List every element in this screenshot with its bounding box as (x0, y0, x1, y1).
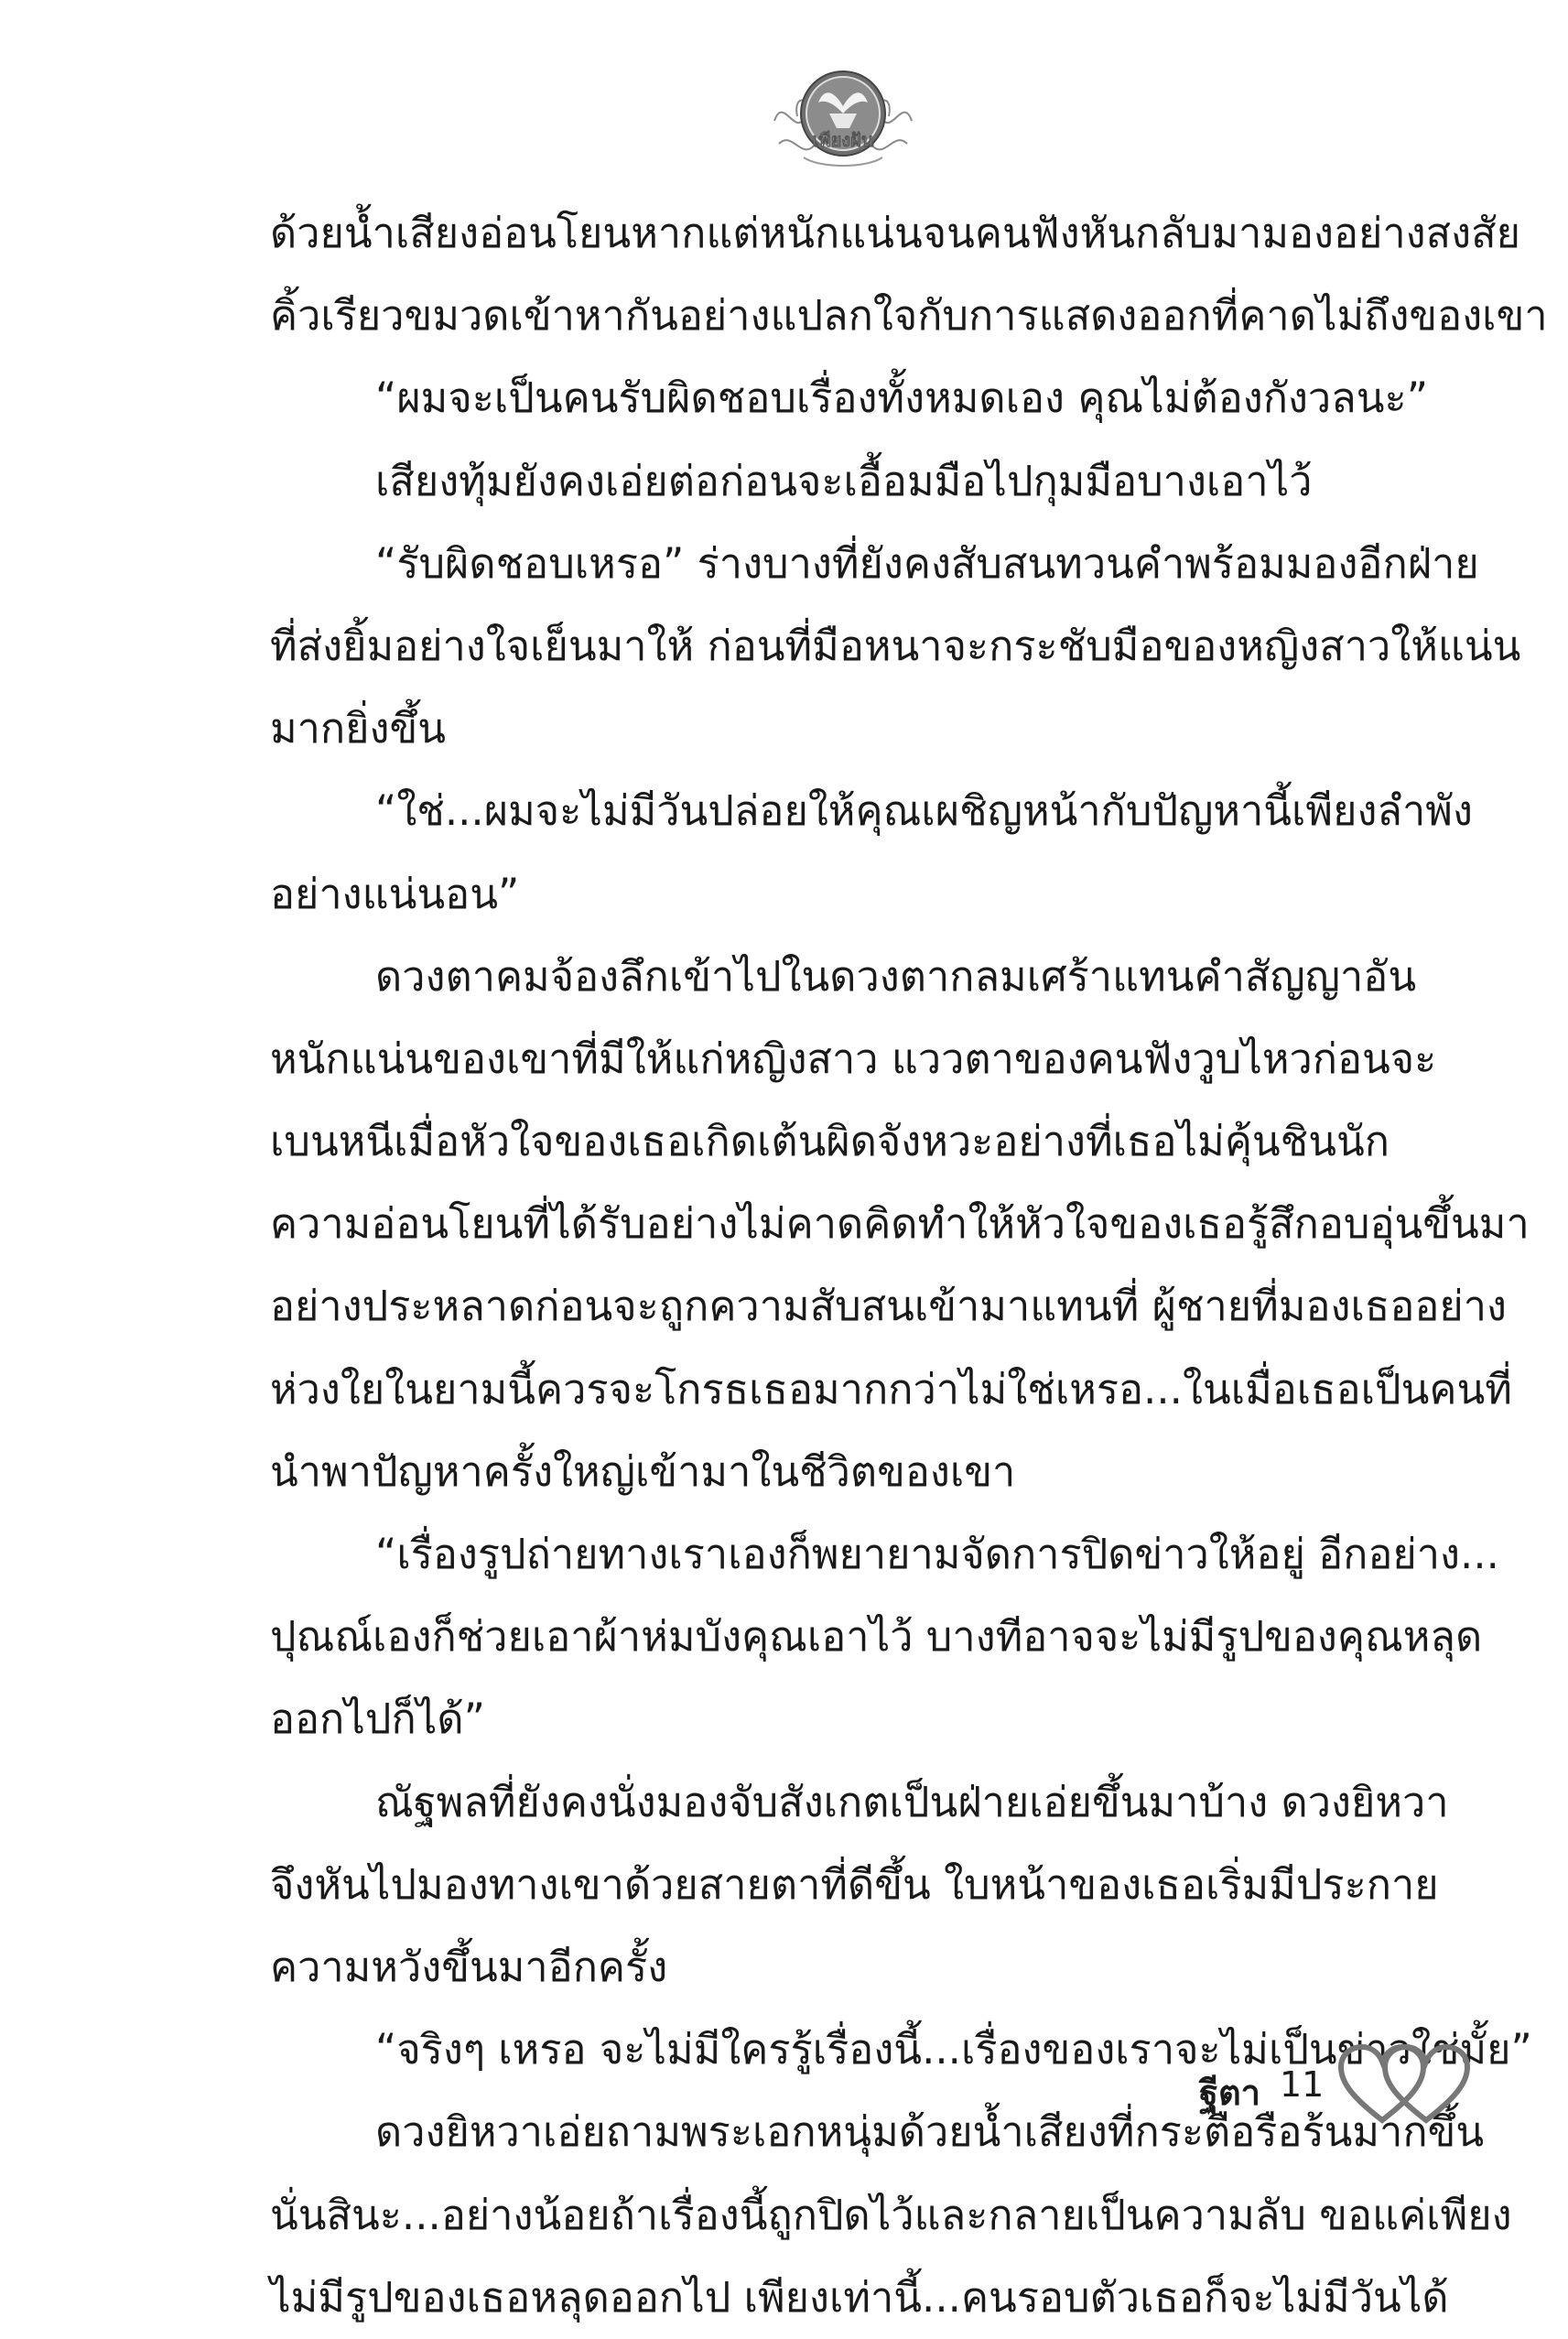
text-line: ด้วยน้ำเสียงอ่อนโยนหากแต่หนักแน่นจนคนฟังหันกลับมามองอย่างสงสัย (270, 209, 1520, 257)
text-line: มากยิ่งขึ้น (270, 704, 447, 753)
text-line: ความอ่อนโยนที่ได้รับอย่างไม่คาดคิดทำให้หัวใจของเธอรู้สึกอบอุ่นขึ้นมา (270, 1199, 1530, 1249)
text-line: เสียงทุ้มยังคงเอ่ยต่อก่อนจะเอื้อมมือไปกุมมือบางเอาไว้ (375, 456, 1313, 505)
text-line: ดวงตาคมจ้องลึกเข้าไปในดวงตากลมเศร้าแทนคำสัญญาอัน (375, 951, 1417, 1001)
page-number: 11 (1280, 2064, 1325, 2105)
text-line: “ผมจะเป็นคนรับผิดชอบเรื่องทั้งหมดเอง คุณไม่ต้องกังวลนะ” (375, 374, 1429, 423)
text-line: เบนหนีเมื่อหัวใจของเธอเกิดเต้นผิดจังหวะอย่างที่เธอไม่คุ้นชินนัก (270, 1117, 1390, 1166)
text-line: อย่างแน่นอน” (270, 869, 520, 918)
text-line: อย่างประหลาดก่อนจะถูกความสับสนเข้ามาแทนที่ ผู้ชายที่มองเธออย่าง (270, 1282, 1508, 1331)
text-line: คิ้วเรียวขมวดเข้าหากันอย่างแปลกใจกับการแสดงออกที่คาดไม่ถึงของเขา (270, 291, 1548, 341)
text-line: ปุณณ์เองก็ช่วยเอาผ้าห่มบังคุณเอาไว้ บางทีอาจจะไม่มีรูปของคุณหลุด (270, 1612, 1483, 1662)
text-line: นำพาปัญหาครั้งใหญ่เข้ามาในชีวิตของเขา (270, 1446, 1016, 1496)
text-line: ห่วงใยในยามนี้ควรจะโกรธเธอมากกว่าไม่ใช่เหรอ...ในเมื่อเธอเป็นคนที่ (270, 1364, 1512, 1413)
text-line: นั่นสินะ...อย่างน้อยถ้าเรื่องนี้ถูกปิดไว้และกลายเป็นความลับ ขอแค่เพียง (270, 2190, 1512, 2239)
text-line: ไม่มีรูปของเธอหลุดออกไป เพียงเท่านี้...คนรอบตัวเธอก็จะไม่มีวันได้ (270, 2272, 1449, 2322)
hearts-icon (1336, 2040, 1474, 2131)
logo-text: เพียงฝัน (812, 129, 874, 151)
text-line: “ใช่...ผมจะไม่มีวันปล่อยให้คุณเผชิญหน้ากับปัญหานี้เพียงลำพัง (375, 786, 1473, 836)
text-line: ดวงยิหวาเอ่ยถามพระเอกหนุ่มด้วยน้ำเสียงที่กระตือรือร้นมากขึ้น (375, 2107, 1485, 2157)
body-text (270, 192, 1548, 2339)
text-line: “จริงๆ เหรอ จะไม่มีใครรู้เรื่องนี้...เรื่องของเราจะไม่เป็นข่าวใช่มั้ย” (375, 2025, 1532, 2074)
text-line: จึงหันไปมองทางเขาด้วยสายตาที่ดีขึ้น ใบหน้าของเธอเริ่มมีประกาย (270, 1859, 1439, 1909)
text-line: ที่ส่งยิ้มอย่างใจเย็นมาให้ ก่อนที่มือหนาจะกระชับมือของหญิงสาวให้แน่น (270, 621, 1521, 670)
text-line: “รับผิดชอบเหรอ” ร่างบางที่ยังคงสับสนทวนคำพร้อมมองอีกฝ่าย (375, 538, 1479, 588)
text-line: ความหวังขึ้นมาอีกครั้ง (270, 1942, 668, 1991)
text-line: ออกไปก็ได้” (270, 1695, 485, 1744)
text-line: หนักแน่นของเขาที่มีให้แก่หญิงสาว แววตาของคนฟังวูบไหวก่อนจะ (270, 1034, 1437, 1083)
publisher-logo (765, 57, 921, 185)
book-title: ฐีตา (1199, 2073, 1260, 2113)
text-line: ณัฐพลที่ยังคงนั่งมองจับสังเกตเป็นฝ่ายเอ่ยขึ้นมาบ้าง ดวงยิหวา (375, 1777, 1449, 1826)
text-line: “เรื่องรูปถ่ายทางเราเองก็พยายามจัดการปิดข่าวให้อยู่ อีกอย่าง... (375, 1530, 1499, 1578)
